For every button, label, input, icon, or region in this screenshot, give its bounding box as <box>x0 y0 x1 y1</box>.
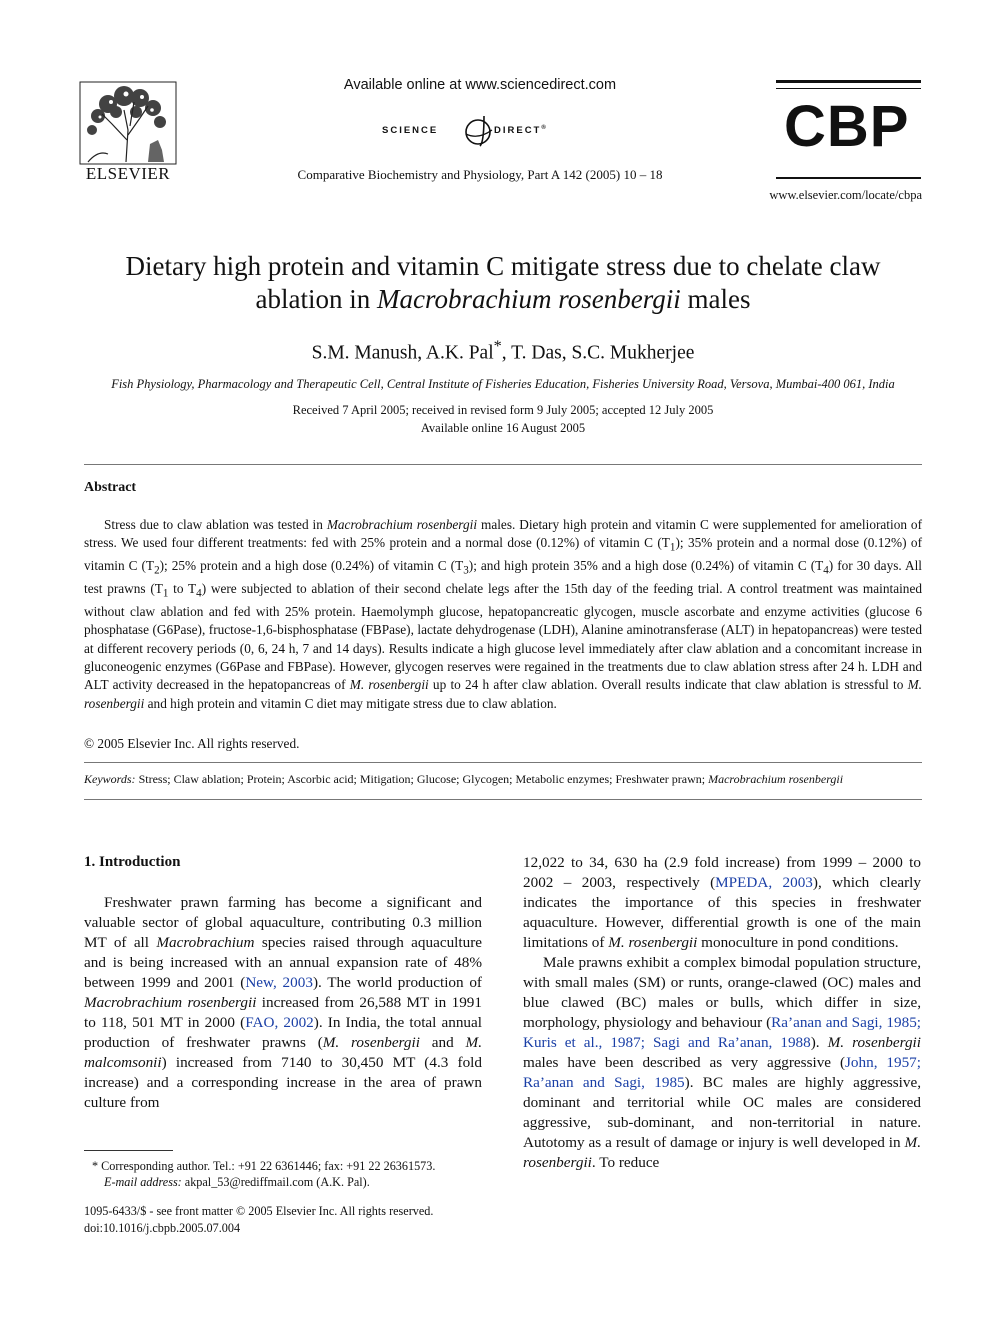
ref-link-raanan-kuris-sagi[interactable]: Ra’anan and Sagi, 1985; Kuris et al., 1987; Sagi and Ra’anan, 1988 <box>523 1014 922 1051</box>
journal-url-link[interactable]: www.elsevier.com/locate/cbpa <box>769 188 922 202</box>
abstract-body: Stress due to claw ablation was tested in Macrobrachium rosenbergii males. Dietary high protein and vitamin C were supplemented for amelioration of stress. We used four different treatments: fed with 25% protein and a normal dose (0.12%) of vitamin C $(T_1)$; 35% protein and a normal dose (0.12%) of vitamin C $(T_2)$; 25% protein and a high dose (0.24%) of vitamin C $(T_3)$; and high protein 35% and a high dose (0.24%) of vitamin C $(T_4)$ for 30 days. All test prawns ($T_1$ to $T_4$) were subjected to ablation of their second chelate legs after the 15th day of the feeding trial. A control treatment was maintained without claw ablation and fed with 25% protein. Haemolymph glucose, hepatopancreatic glycogen, muscle ascorbate and enzyme activities (glucose 6 phosphatase (G6Pase), fructose-1,6-bisphosphatase (FBPase), lactate dehydrogenase (LDH), Alanine aminotransferase (ALT) in hepatopancreas) were tested at different recovery periods (0, 6, 24 h, 7 and 14 days). Results indicate a high glucose level immediately after claw ablation and a concomitant increase in gluconeogenic enzymes (G6Pase and FBPase). However, glycogen reserves were regained in the treatments due to claw ablation stress after 24 h. LDH and ALT activity decreased in the hepatopancreas of M. rosenbergii up to 24 h after claw ablation. Overall results indicate that claw ablation is stressful to M. rosenbergii and high protein and vitamin C diet may mitigate stress due to claw ablation. <box>84 517 923 711</box>
sciencedirect-science-text: SCIENCE <box>382 125 439 136</box>
sciencedirect-direct-text: DIRECT® <box>494 125 548 137</box>
email-link[interactable]: akpal_53@rediffmail.com (A.K. Pal). <box>181 1175 370 1189</box>
abstract-heading: Abstract <box>84 480 137 495</box>
copyright-notice: © 2005 Elsevier Inc. All rights reserved. <box>84 736 300 751</box>
elsevier-logo <box>78 80 178 185</box>
sciencedirect-logo <box>380 112 580 152</box>
affiliation: Fish Physiology, Pharmacology and Therapeutic Cell, Central Institute of Fisheries Education, Fisheries University Road, Versova, Mumbai-400 061, India <box>111 377 895 391</box>
article-title: Dietary high protein and vitamin C mitigate stress due to chelate claw ablation in Macrobrachium rosenbergii males <box>125 251 881 314</box>
paragraph-continued: 12,022 to 34, 630 ha (2.9 fold increase) from 1999 – 2000 to 2002 – 2003, respectively (MPEDA, 2003), which clearly indicates the importance of this species in freshwater aquaculture. However, differential growth is one of the main limitations of M. rosenbergii monoculture in pond conditions. <box>523 854 921 951</box>
journal-logo-rule-top <box>776 80 921 83</box>
journal-logo-rule-bottom <box>776 177 921 179</box>
publisher-name: ELSEVIER <box>85 164 171 183</box>
section-heading-introduction: 1. Introduction <box>84 854 181 870</box>
issn-line: 1095-6433/$ - see front matter © 2005 Elsevier Inc. All rights reserved. <box>84 1204 434 1218</box>
ref-link-fao-2002[interactable]: FAO, 2002 <box>245 1014 314 1031</box>
keywords: Keywords: Stress; Claw ablation; Protein; Ascorbic acid; Mitigation; Glucose; Glycogen; Metabolic enzymes; Freshwater prawn; Macrobrachium rosenbergii <box>84 772 844 786</box>
elsevier-tree-icon <box>78 80 178 166</box>
divider-keywords-top <box>84 762 922 763</box>
available-online-notice[interactable]: Available online at www.sciencedirect.com <box>343 77 617 93</box>
ref-link-mpeda-2003[interactable]: MPEDA, 2003 <box>715 874 813 891</box>
ref-link-new-2003[interactable]: New, 2003 <box>245 974 313 991</box>
author-list: S.M. Manush, A.K. Pal*, T. Das, S.C. Mukherjee <box>311 337 695 364</box>
divider-top <box>84 464 922 465</box>
footnote-divider <box>84 1150 173 1151</box>
doi-link[interactable]: doi:10.1016/j.cbpb.2005.07.004 <box>84 1221 241 1235</box>
journal-logo-rule-thin <box>776 88 921 89</box>
available-online-date: Available online 16 August 2005 <box>420 421 586 435</box>
journal-abbrev: CBP <box>784 94 910 159</box>
body-column-right <box>523 853 921 1173</box>
paragraph-male-prawns: Male prawns exhibit a complex bimodal population structure, with small males (SM) or runts, orange-clawed (OC) males and blue clawed (BC) males or bulls, which differ in size, morphology, physiology and behaviour (Ra’anan and Sagi, 1985; Kuris et al., 1987; Sagi and Ra’anan, 1988). M. rosenbergii males have been described as very aggressive (John, 1957; Ra’anan and Sagi, 1985). BC males are highly aggressive, dominant and territorial while OC males are considered aggressive, sub-dominant, and non-territorial in nature. Autotomy as a result of damage or injury is well developed in M. rosenbergii. To reduce <box>523 954 922 1171</box>
received-dates: Received 7 April 2005; received in revised form 9 July 2005; accepted 12 July 2005 <box>292 403 714 417</box>
footnote-corresponding-author: * Corresponding author. Tel.: +91 22 6361446; fax: +91 22 26361573. <box>92 1159 436 1173</box>
body-column-left: Freshwater prawn farming has become a significant and valuable sector of global aquaculture, contributing 0.3 million MT of all Macrobrachium species raised through aquaculture and is being increased with an annual expansion rate of 48% between 1999 and 2001 (New, 2003). The world production of Macrobrachium rosenbergii increased from 26,588 MT in 1991 to 118, 501 MT in 2000 (FAO, 2002). In India, the total annual production of freshwater prawns (M. rosenbergii and M. malcomsonii) increased from 7140 to 30,450 MT (4.3 fold increase) and a corresponding increase in the area of prawn culture from <box>84 894 483 1111</box>
keywords-label: Keywords: <box>84 772 136 786</box>
divider-keywords-bottom <box>84 799 922 800</box>
journal-citation: Comparative Biochemistry and Physiology, Part A 142 (2005) 10 – 18 <box>297 167 663 182</box>
journal-logo <box>776 80 921 180</box>
ref-link-john-raanan[interactable]: John, 1957; Ra’anan and Sagi, 1985 <box>523 1054 921 1091</box>
footnote-email: E-mail address: akpal_53@rediffmail.com (A.K. Pal). <box>104 1175 370 1189</box>
corresponding-author-mark[interactable]: * <box>493 337 502 355</box>
